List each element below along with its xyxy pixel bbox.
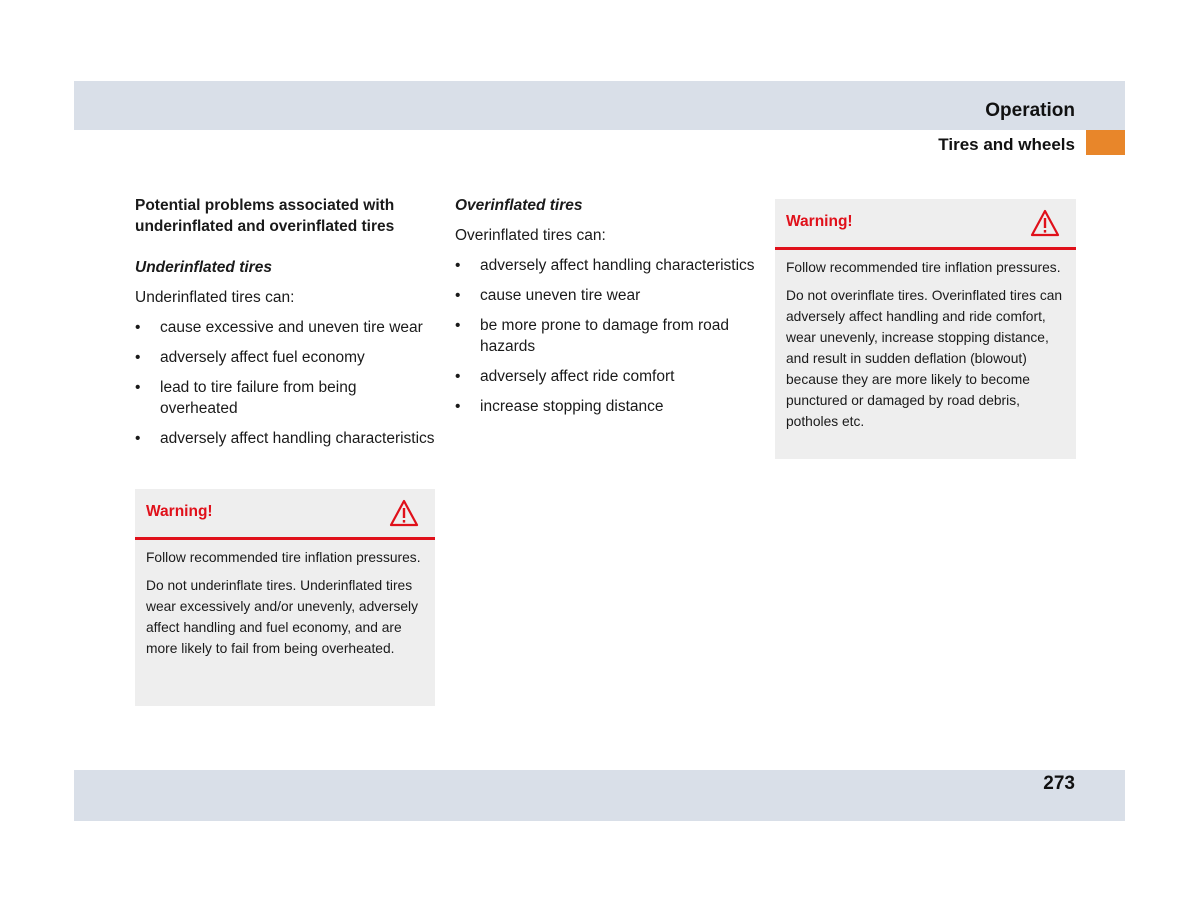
warning-text: Do not overinflate tires. Overinflated tires can adversely affect handling and ride comfort, wear unevenly, increase stopping distance, and result in sudden deflation (blowout) because they are more likely to become punctured or damaged by road debris, potholes etc.	[786, 288, 1063, 429]
warning-header	[775, 199, 1076, 250]
list-item-text: adversely affect handling characteristics	[160, 430, 435, 447]
list-item-text: be more prone to damage from road hazards	[480, 317, 729, 355]
subsection-title: Tires and wheels	[938, 135, 1075, 154]
header-band	[74, 81, 1125, 130]
overinflated-heading: Overinflated tires	[455, 197, 583, 214]
overinflation-warning-box	[775, 199, 1076, 459]
overinflated-list	[455, 255, 755, 417]
warning-text: Do not underinflate tires. Underinflated tires wear excessively and/or unevenly, adversely affect handling and fuel economy, and are more likely to fail from being overheated.	[146, 578, 418, 656]
bullet-icon: •	[455, 368, 461, 385]
section-title: Operation	[985, 100, 1075, 121]
bullet-icon: •	[455, 317, 461, 334]
list-item-text: cause excessive and uneven tire wear	[160, 319, 423, 336]
list-item	[455, 285, 755, 306]
list-item-text: increase stopping distance	[480, 398, 664, 415]
overinflated-intro: Overinflated tires can:	[455, 227, 606, 244]
list-item-text: adversely affect handling characteristics	[480, 257, 755, 274]
problems-heading: Potential problems associated with underinflated and overinflated tires	[135, 197, 395, 235]
bullet-icon: •	[455, 257, 461, 274]
warning-triangle-icon	[389, 499, 419, 527]
list-item-text: cause uneven tire wear	[480, 287, 641, 304]
list-item	[135, 317, 435, 338]
underinflated-heading: Underinflated tires	[135, 259, 272, 276]
list-item	[455, 396, 755, 417]
list-item-text: adversely affect fuel economy	[160, 349, 365, 366]
middle-column	[455, 195, 755, 426]
warning-triangle-icon	[1030, 209, 1060, 237]
underinflation-warning-box	[135, 489, 435, 706]
bullet-icon: •	[135, 319, 141, 336]
warning-body	[775, 250, 1076, 432]
section-tab-marker	[1086, 130, 1125, 155]
bullet-icon: •	[455, 287, 461, 304]
left-column	[135, 195, 435, 458]
warning-label: Warning!	[786, 213, 853, 230]
list-item	[135, 428, 435, 449]
bullet-icon: •	[135, 430, 141, 447]
list-item	[455, 255, 755, 276]
warning-label: Warning!	[146, 503, 213, 520]
warning-body	[135, 540, 435, 659]
underinflated-intro: Underinflated tires can:	[135, 289, 295, 306]
list-item	[135, 347, 435, 368]
list-item	[455, 315, 755, 357]
bullet-icon: •	[135, 379, 141, 396]
list-item-text: lead to tire failure from being overheated	[160, 379, 357, 417]
footer-band	[74, 770, 1125, 821]
bullet-icon: •	[135, 349, 141, 366]
underinflated-list	[135, 317, 435, 449]
page-number: 273	[1043, 773, 1075, 794]
list-item-text: adversely affect ride comfort	[480, 368, 675, 385]
warning-text: Follow recommended tire inflation pressures.	[786, 260, 1061, 275]
bullet-icon: •	[455, 398, 461, 415]
list-item	[135, 377, 435, 419]
list-item	[455, 366, 755, 387]
warning-text: Follow recommended tire inflation pressures.	[146, 550, 421, 565]
warning-header	[135, 489, 435, 540]
